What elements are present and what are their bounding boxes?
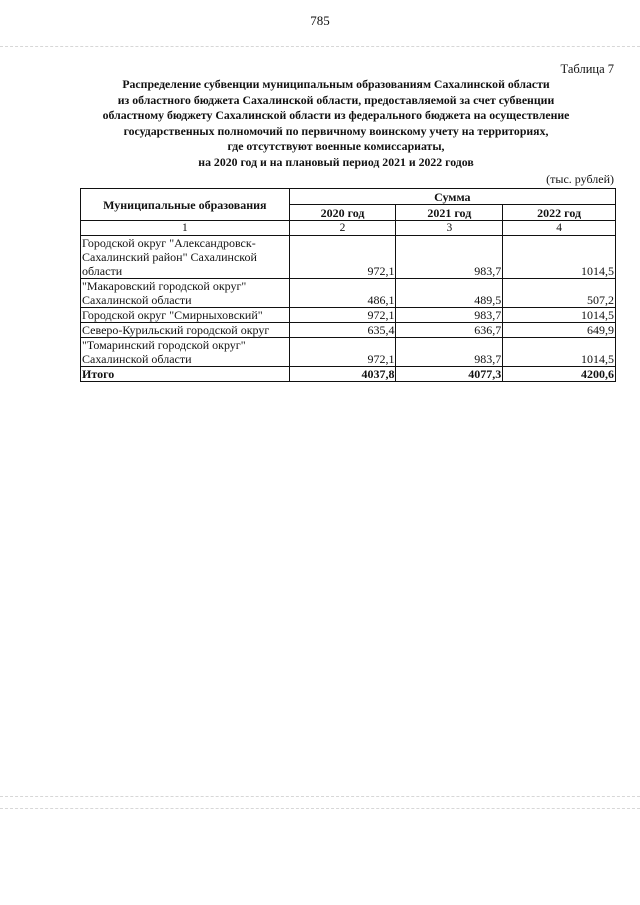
- column-number: 4: [503, 221, 616, 236]
- document-heading: [70, 77, 602, 171]
- heading-line: Распределение субвенции муниципальным образованиям Сахалинской области: [122, 77, 550, 91]
- subvention-table: [80, 188, 616, 382]
- heading-line: областному бюджету Сахалинской области из федерального бюджета на осуществление: [102, 108, 570, 123]
- header-row: [81, 189, 616, 205]
- column-numbers-row: [81, 221, 616, 236]
- total-2022: 4200,6: [503, 367, 616, 382]
- header-year: 2020 год: [289, 205, 396, 221]
- amount-2022: 649,9: [503, 323, 616, 338]
- heading-line: на 2020 год и на плановый период 2021 и 2022 годов: [198, 154, 474, 169]
- header-sum: Сумма: [289, 189, 615, 205]
- heading-line: государственных полномочий по первичному воинскому учету на территориях,: [123, 123, 549, 138]
- amount-2021: 983,7: [396, 338, 503, 367]
- municipality-name: "Макаровский городской округ" Сахалинской области: [81, 279, 290, 308]
- column-number: 2: [289, 221, 396, 236]
- amount-2020: 486,1: [289, 279, 396, 308]
- amount-2020: 635,4: [289, 323, 396, 338]
- column-number: 3: [396, 221, 503, 236]
- amount-2020: 972,1: [289, 308, 396, 323]
- units-label: (тыс. рублей): [546, 172, 614, 186]
- amount-2021: 636,7: [396, 323, 503, 338]
- amount-2020: 972,1: [289, 236, 396, 279]
- scan-artifact-line: [0, 796, 640, 797]
- header-year: 2022 год: [503, 205, 616, 221]
- amount-2021: 489,5: [396, 279, 503, 308]
- amount-2022: 1014,5: [503, 338, 616, 367]
- amount-2021: 983,7: [396, 236, 503, 279]
- municipality-name: "Томаринский городской округ" Сахалинской области: [81, 338, 290, 367]
- scan-artifact-line: [0, 808, 640, 809]
- table-row: [81, 279, 616, 308]
- page-number: 785: [310, 13, 330, 28]
- total-2021: 4077,3: [396, 367, 503, 382]
- amount-2022: 1014,5: [503, 308, 616, 323]
- total-row: [81, 367, 616, 382]
- table-label: Таблица 7: [560, 62, 614, 76]
- column-number: 1: [81, 221, 290, 236]
- header-municipalities: Муниципальные образования: [81, 189, 290, 221]
- amount-2021: 983,7: [396, 308, 503, 323]
- table-row: [81, 338, 616, 367]
- municipality-name: Северо-Курильский городской округ: [81, 323, 290, 338]
- header-year: 2021 год: [396, 205, 503, 221]
- total-2020: 4037,8: [289, 367, 396, 382]
- table-row: [81, 236, 616, 279]
- amount-2022: 1014,5: [503, 236, 616, 279]
- table-row: [81, 308, 616, 323]
- amount-2020: 972,1: [289, 338, 396, 367]
- amount-2022: 507,2: [503, 279, 616, 308]
- heading-line: из областного бюджета Сахалинской области, предоставляемой за счет субвенции: [117, 92, 555, 107]
- table-row: [81, 323, 616, 338]
- total-label: Итого: [81, 367, 290, 382]
- scan-artifact-line: [0, 46, 640, 47]
- municipality-name: Городской округ "Александровск-Сахалинский район" Сахалинской области: [81, 236, 290, 279]
- municipality-name: Городской округ "Смирныховский": [81, 308, 290, 323]
- heading-line: где отсутствуют военные комиссариаты,: [227, 139, 445, 154]
